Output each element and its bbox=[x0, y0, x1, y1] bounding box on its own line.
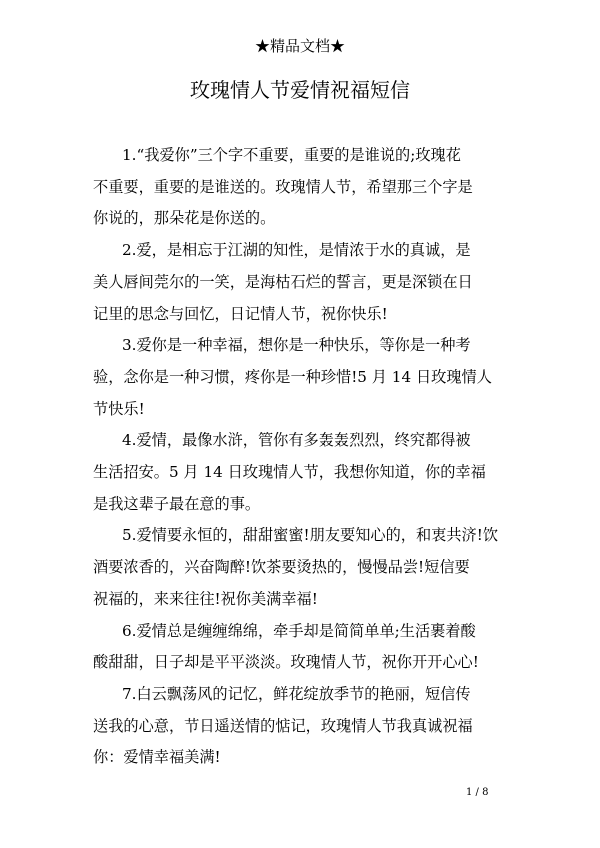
paragraph-line: 酸甜甜，日子却是平平淡淡。玫瑰情人节，祝你开开心心! bbox=[93, 653, 479, 672]
page-number: 1 / 8 bbox=[466, 787, 489, 798]
paragraph-7 bbox=[93, 679, 513, 774]
paragraph-1 bbox=[93, 140, 513, 235]
paragraph-line: 记里的思念与回忆，日记情人节，祝你快乐! bbox=[93, 304, 388, 323]
paragraph-2 bbox=[93, 235, 513, 330]
paragraph-line: 生活招安。5 月 14 日玫瑰情人节，我想你知道，你的幸福 bbox=[93, 463, 486, 482]
paragraph-line: 送我的心意，节日遥送情的惦记，玫瑰情人节我真诚祝福 bbox=[93, 716, 473, 735]
paragraph-line: 2.爱，是相忘于江湖的知性，是情浓于水的真诚，是 bbox=[122, 241, 471, 260]
paragraph-line: 你：爱情幸福美满! bbox=[93, 748, 221, 767]
paragraph-line: 7.白云飘荡风的记忆，鲜花绽放季节的艳丽，短信传 bbox=[122, 684, 471, 703]
paragraph-line: 不重要，重要的是谁送的。玫瑰情人节，希望那三个字是 bbox=[93, 177, 473, 196]
paragraph-line: 你说的，那朵花是你送的。 bbox=[93, 209, 276, 228]
paragraph-line: 5.爱情要永恒的，甜甜蜜蜜!朋友要知心的，和衷共济!饮 bbox=[122, 526, 499, 545]
paragraph-line: 4.爱情，最像水浒，管你有多轰轰烈烈，终究都得被 bbox=[122, 431, 471, 450]
paragraph-4 bbox=[93, 425, 513, 520]
paragraph-line: 祝福的，来来往往!祝你美满幸福! bbox=[93, 589, 318, 608]
document-body bbox=[93, 140, 513, 774]
paragraph-line: 美人唇间莞尔的一笑，是海枯石烂的誓言，更是深锁在日 bbox=[93, 272, 473, 291]
paragraph-line: 1.“我爱你”三个字不重要，重要的是谁说的;玫瑰花 bbox=[122, 146, 461, 164]
paragraph-line: 节快乐! bbox=[93, 399, 145, 418]
document-header: ★精品文档★ bbox=[254, 37, 345, 55]
paragraph-line: 酒要浓香的，兴奋陶醉!饮茶要烫热的，慢慢品尝!短信要 bbox=[93, 558, 470, 577]
paragraph-6 bbox=[93, 616, 513, 679]
paragraph-line: 6.爱情总是缠缠绵绵，牵手却是简简单单;生活裹着酸 bbox=[122, 621, 476, 640]
paragraph-3 bbox=[93, 330, 513, 425]
paragraph-line: 3.爱你是一种幸福，想你是一种快乐，等你是一种考 bbox=[122, 336, 471, 355]
paragraph-line: 是我这辈子最在意的事。 bbox=[93, 494, 261, 513]
paragraph-5 bbox=[93, 520, 513, 615]
page-title: 玫瑰情人节爱情祝福短信 bbox=[190, 78, 410, 102]
paragraph-line: 验，念你是一种习惯，疼你是一种珍惜!5 月 14 日玫瑰情人 bbox=[93, 367, 492, 386]
